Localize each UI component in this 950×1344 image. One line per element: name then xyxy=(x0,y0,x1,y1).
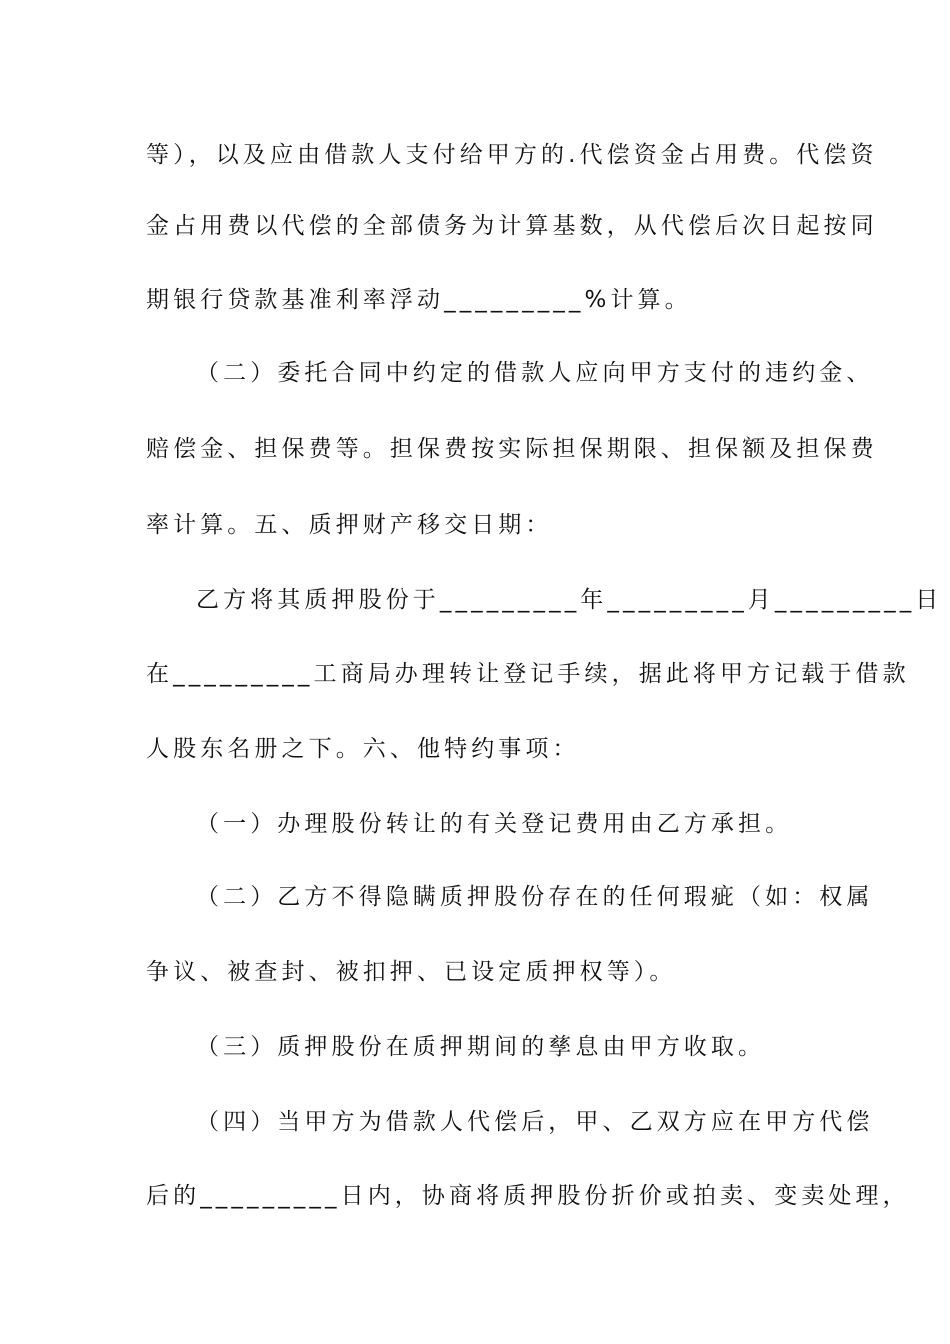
paragraph-line-12: 争议、被查封、被扣押、已设定质押权等）。 xyxy=(146,959,677,985)
paragraph-line-3: 期银行贷款基准利率浮动_________%计算。 xyxy=(146,287,692,313)
paragraph-line-14: （四）当甲方为借款人代偿后，甲、乙双方应在甲方代偿 xyxy=(196,1109,874,1135)
paragraph-line-10: （一）办理股份转让的有关登记费用由乙方承担。 xyxy=(196,811,793,837)
paragraph-line-11: （二）乙方不得隐瞒质押股份存在的任何瑕疵（如：权属 xyxy=(196,884,874,910)
paragraph-line-1: 等），以及应由借款人支付给甲方的.代偿资金占用费。代偿资 xyxy=(146,142,878,168)
paragraph-line-6: 率计算。五、质押财产移交日期： xyxy=(146,512,553,538)
paragraph-line-5: 赔偿金、担保费等。担保费按实际担保期限、担保额及担保费 xyxy=(146,436,878,462)
paragraph-line-4: （二）委托合同中约定的借款人应向甲方支付的违约金、 xyxy=(196,360,874,386)
paragraph-line-9: 人股东名册之下。六、他特约事项： xyxy=(146,736,580,762)
paragraph-line-2: 金占用费以代偿的全部债务为计算基数，从代偿后次日起按同 xyxy=(146,213,878,239)
paragraph-line-7: 乙方将其质押股份于_________年_________月_________日 xyxy=(196,587,943,613)
paragraph-line-13: （三）质押股份在质押期间的孳息由甲方收取。 xyxy=(196,1034,766,1060)
paragraph-line-8: 在_________工商局办理转让登记手续，据此将甲方记载于借款 xyxy=(146,661,910,687)
paragraph-line-15: 后的_________日内，协商将质押股份折价或拍卖、变卖处理， xyxy=(146,1183,910,1209)
